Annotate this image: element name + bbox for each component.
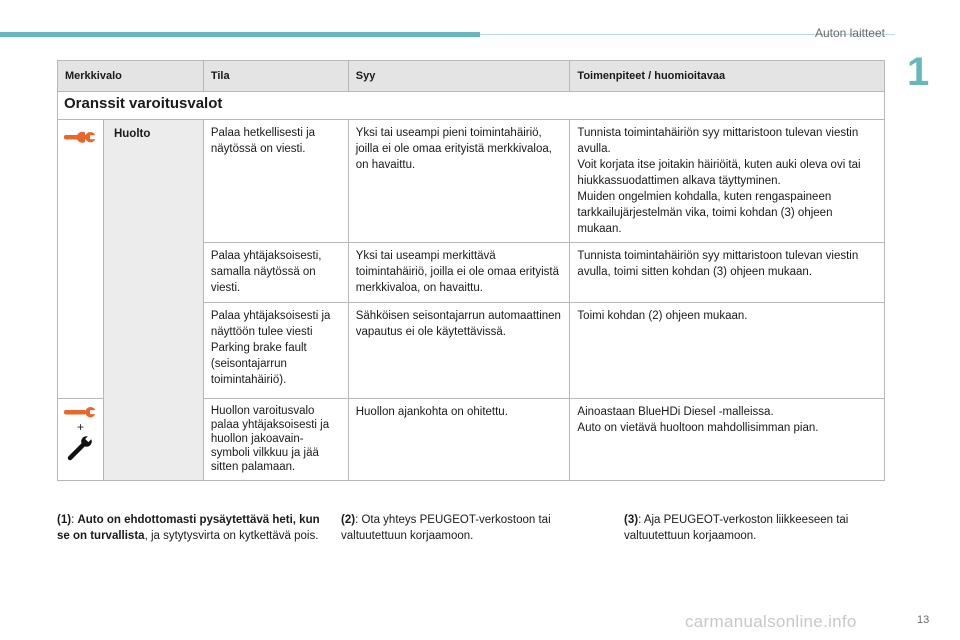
footnote-text: : Aja PEUGEOT-verkoston liikkeeseen tai valtuutettuun korjaamoon. bbox=[624, 514, 849, 542]
toimenpide-line: Tunnista toimintahäiriön syy mittaristoon tulevan viestin avulla. bbox=[577, 127, 859, 155]
section-title: Auton laitteet bbox=[814, 26, 885, 40]
item-name-huolto: Huolto bbox=[103, 120, 203, 481]
table-header-row bbox=[58, 61, 885, 92]
wrench-icon bbox=[63, 405, 97, 419]
plus-sign: + bbox=[76, 420, 84, 434]
toimenpide-line: Ainoastaan BlueHDi Diesel -malleissa. bbox=[577, 406, 774, 418]
footnote-1: (1): Auto on ehdottomasti pysäytettävä heti, kun se on turvallista, ja sytytysvirta on kytkettävä pois. bbox=[57, 514, 320, 542]
watermark: carmanualsonline.info bbox=[685, 612, 857, 631]
tila-cell: Palaa yhtäjaksoisesti, samalla näytössä on viesti. bbox=[203, 243, 348, 303]
footnote-3 bbox=[624, 512, 884, 544]
syy-cell: Yksi tai useampi pieni toimintahäiriö, joilla ei ole omaa erityistä merkkivaloa, on havaittu. bbox=[348, 120, 570, 243]
tila-cell: Palaa yhtäjaksoisesti ja näyttöön tulee viesti Parking brake fault (seisontajarrun toimintahäiriö). bbox=[203, 303, 348, 399]
footnote-2 bbox=[341, 512, 586, 544]
wrench-symbol-icon bbox=[66, 435, 94, 461]
group-row bbox=[58, 92, 885, 120]
footnote-text: : Ota yhteys PEUGEOT-verkostoon tai valtuutettuun korjaamoon. bbox=[341, 514, 551, 542]
tila-cell: Palaa hetkellisesti ja näytössä on viesti. bbox=[203, 120, 348, 243]
toimenpide-line: Muiden ongelmien kohdalla, kuten rengaspaineen tarkkailujärjestelmän vika, toimi kohdan (3) ohjeen mukaan. bbox=[577, 191, 833, 235]
table-row bbox=[58, 120, 885, 243]
page-number: 13 bbox=[917, 614, 930, 626]
footnote-emphasis: Auto on ehdottomasti pysäytettävä heti, kun se on turvallista bbox=[57, 514, 320, 542]
toimenpiteet-cell bbox=[570, 399, 885, 481]
column-header-toimenpiteet: Toimenpiteet / huomioitavaa bbox=[570, 61, 885, 92]
footnote-ref: (1) bbox=[57, 514, 72, 526]
syy-cell: Huollon ajankohta on ohitettu. bbox=[348, 399, 570, 481]
toimenpide-line: Toimi kohdan (2) ohjeen mukaan. bbox=[577, 310, 748, 322]
footnote-text: , ja sytytysvirta on kytkettävä pois. bbox=[144, 530, 319, 542]
header-accent-bar bbox=[0, 32, 480, 37]
column-header-merkkivalo: Merkkivalo bbox=[58, 61, 204, 92]
toimenpide-line: Voit korjata itse joitakin häiriöitä, kuten auki oleva ovi tai hiukkassuodattimen alkava täyttyminen. bbox=[577, 159, 861, 187]
tila-cell: Huollon varoitusvalo palaa yhtäjaksoisesti ja huollon jakoavain-symboli vilkkuu ja jää sitten palamaan. bbox=[203, 399, 348, 481]
chapter-number: 1 bbox=[907, 50, 930, 94]
icon-cell bbox=[58, 399, 104, 481]
syy-cell: Yksi tai useampi merkittävä toimintahäiriö, joilla ei ole omaa erityistä merkkivaloa, on havaittu. bbox=[348, 243, 570, 303]
warning-lights-table bbox=[57, 60, 885, 481]
group-title: Oranssit varoitusvalot bbox=[58, 92, 885, 120]
toimenpide-line: Tunnista toimintahäiriön syy mittaristoon tulevan viestin avulla, toimi sitten kohdan (3) ohjeen mukaan. bbox=[577, 250, 859, 278]
icon-cell bbox=[58, 120, 104, 399]
column-header-tila: Tila bbox=[203, 61, 348, 92]
column-header-syy: Syy bbox=[348, 61, 570, 92]
toimenpiteet-cell bbox=[570, 303, 885, 399]
toimenpide-line: Auto on vietävä huoltoon mahdollisimman pian. bbox=[577, 422, 819, 434]
toimenpiteet-cell bbox=[570, 243, 885, 303]
footnote-ref: (2) bbox=[341, 514, 356, 526]
toimenpiteet-cell bbox=[570, 120, 885, 243]
wrench-icon bbox=[63, 130, 97, 144]
footnote-ref: (3) bbox=[624, 514, 639, 526]
syy-cell: Sähköisen seisontajarrun automaattinen vapautus ei ole käytettävissä. bbox=[348, 303, 570, 399]
